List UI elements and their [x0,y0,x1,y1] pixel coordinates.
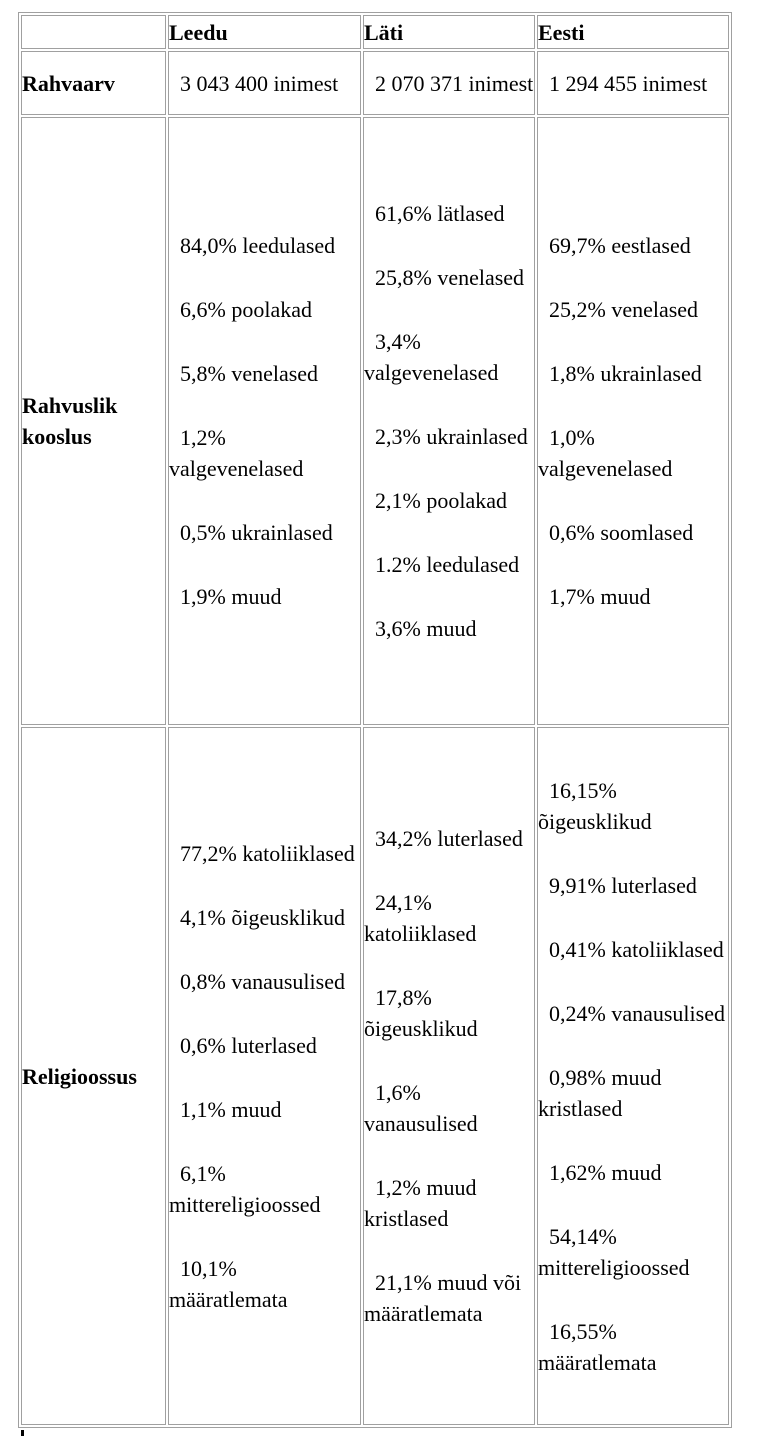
list-item: 0,41% katoliiklased [538,936,724,962]
list-item: 54,14% mittereligioossed [538,1223,690,1280]
cell-item: 1 294 455 inimest [538,70,708,96]
row-label-religion: Religioossus [21,727,166,1425]
list-item: 34,2% luterlased [364,826,523,851]
list-item: 6,6% poolakad [169,297,312,322]
col-header-eesti: Eesti [537,15,729,49]
list-item: 1.2% leedulased [364,552,520,577]
list-item: 25,2% venelased [538,297,699,322]
list-item: 3,6% muud [364,616,477,641]
population-table [18,12,732,1428]
list-item: 1,6% vanausulised [364,1080,478,1136]
row-population [21,51,729,115]
list-item: 0,8% vanausulised [169,968,345,994]
row-label-population: Rahvaarv [21,51,166,115]
list-item: 1,62% muud [538,1159,662,1185]
header-row [21,15,729,49]
list-item: 1,9% muud [169,584,282,609]
list-item: 0,5% ukrainlased [169,520,333,545]
cell-ethnic-lati [363,117,535,725]
col-header-leedu: Leedu [168,15,361,49]
list-item: 1,8% ukrainlased [538,361,702,386]
list-item: 10,1% määratlemata [169,1255,288,1312]
row-religion [21,727,729,1425]
cell-population-eesti [537,51,729,115]
list-item: 0,6% soomlased [538,520,694,545]
list-item: 69,7% eestlased [538,233,691,258]
list-item: 17,8% õigeusklikud [364,985,478,1041]
cell-item: 3 043 400 inimest [169,70,339,96]
list-item: 9,91% luterlased [538,872,697,898]
list-item: 1,1% muud [169,1096,282,1122]
list-item: 1,7% muud [538,584,651,609]
list-item: 1,2% muud kristlased [364,1175,477,1231]
list-item: 84,0% leedulased [169,233,336,258]
row-ethnic [21,117,729,725]
list-item: 1,2% valgevenelased [169,425,304,481]
list-item: 4,1% õigeusklikud [169,904,345,930]
list-item: 5,8% venelased [169,361,319,386]
cell-religion-leedu [168,727,361,1425]
cell-religion-lati [363,727,535,1425]
col-header-lati: Läti [363,15,535,49]
list-item: 25,8% venelased [364,265,525,290]
page-edge-mark [21,1430,24,1436]
cell-ethnic-leedu [168,117,361,725]
list-item: 1,0% valgevenelased [538,425,673,481]
list-item: 3,4% valgevenelased [364,329,499,385]
list-item: 0,98% muud kristlased [538,1064,662,1121]
cell-religion-eesti [537,727,729,1425]
list-item: 77,2% katoliiklased [169,840,355,866]
list-item: 0,6% luterlased [169,1032,317,1058]
list-item: 16,55% määratlemata [538,1318,657,1375]
list-item: 2,3% ukrainlased [364,424,528,449]
list-item: 2,1% poolakad [364,488,507,513]
list-item: 16,15% õigeusklikud [538,777,652,834]
list-item: 21,1% muud või määratlemata [364,1270,522,1326]
row-label-ethnic: Rahvuslik kooslus [21,117,166,725]
cell-population-lati [363,51,535,115]
corner-cell [21,15,166,49]
list-item: 24,1% katoliiklased [364,890,477,946]
cell-item: 2 070 371 inimest [364,70,534,96]
cell-population-leedu [168,51,361,115]
list-item: 61,6% lätlased [364,201,505,226]
cell-ethnic-eesti [537,117,729,725]
list-item: 6,1% mittereligioossed [169,1160,321,1217]
list-item: 0,24% vanausulised [538,1000,725,1026]
